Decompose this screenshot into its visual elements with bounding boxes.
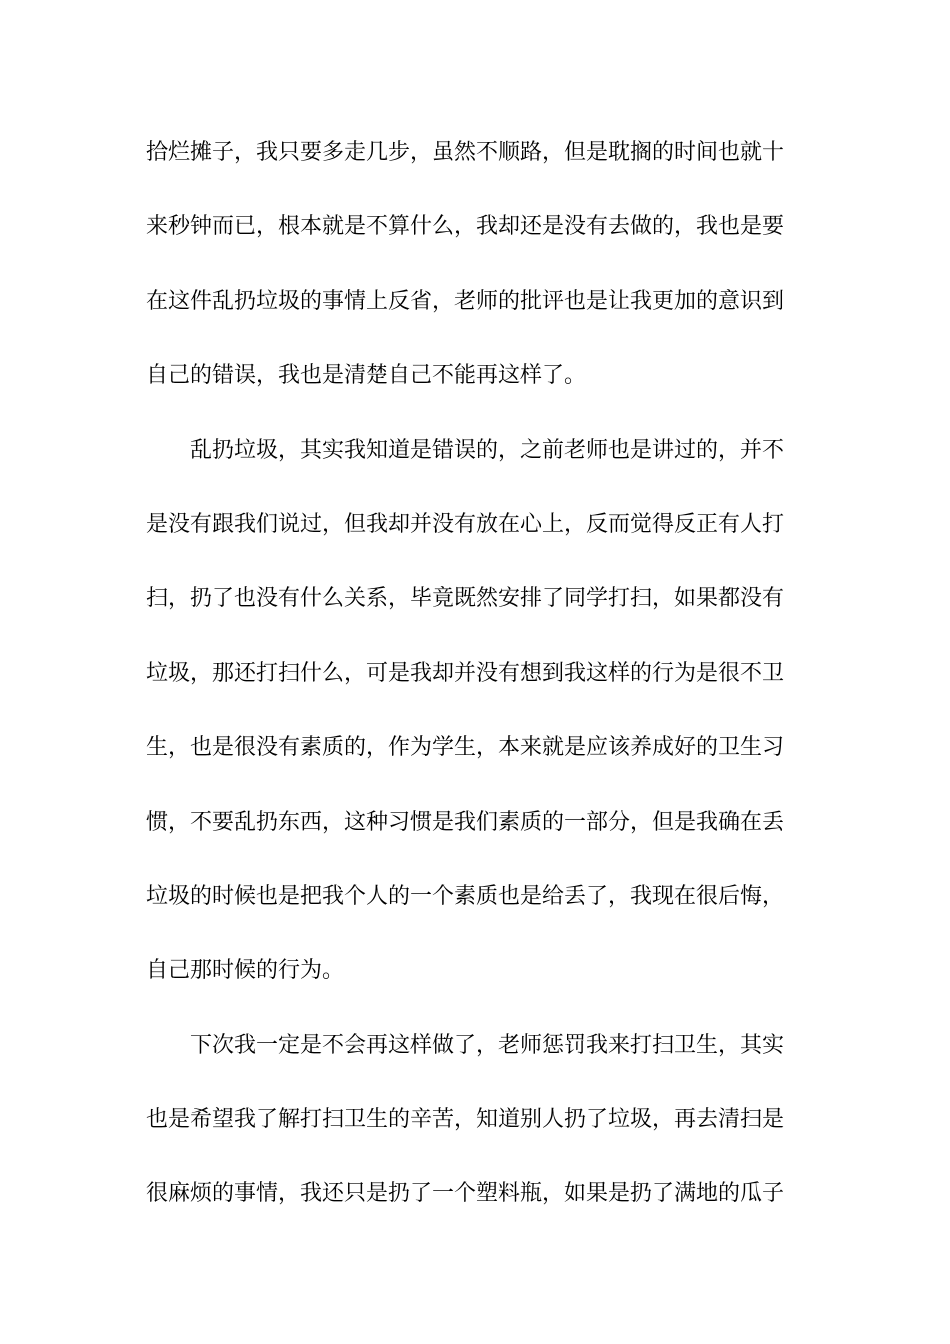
paragraph-start-line: 乱扔垃圾，其实我知道是错误的，之前老师也是讲过的，并不 [190,437,785,463]
paragraph-start-line: 下次我一定是不会再这样做了，老师惩罚我来打扫卫生，其实 [190,1032,785,1058]
text-line: 自己的错误，我也是清楚自己不能再这样了。 [146,363,587,389]
text-line: 垃圾，那还打扫什么，可是我却并没有想到我这样的行为是很不卫 [146,660,785,686]
text-line: 是没有跟我们说过，但我却并没有放在心上，反而觉得反正有人打 [146,511,785,537]
text-line: 来秒钟而已，根本就是不算什么，我却还是没有去做的，我也是要 [146,214,785,240]
text-line: 扫，扔了也没有什么关系，毕竟既然安排了同学打扫，如果都没有 [146,586,785,612]
document-body [146,116,816,1232]
text-line: 在这件乱扔垃圾的事情上反省，老师的批评也是让我更加的意识到 [146,288,785,314]
text-line: 自己那时候的行为。 [146,958,345,984]
text-line: 很麻烦的事情，我还只是扔了一个塑料瓶，如果是扔了满地的瓜子 [146,1181,785,1207]
text-line: 惯，不要乱扔东西，这种习惯是我们素质的一部分，但是我确在丢 [146,809,785,835]
text-line: 也是希望我了解打扫卫生的辛苦，知道别人扔了垃圾，再去清扫是 [146,1107,785,1133]
text-line: 垃圾的时候也是把我个人的一个素质也是给丢了，我现在很后悔， [146,883,785,909]
text-line: 拾烂摊子，我只要多走几步，虽然不顺路，但是耽搁的时间也就十 [146,140,785,165]
text-line: 生，也是很没有素质的，作为学生，本来就是应该养成好的卫生习 [146,735,785,761]
